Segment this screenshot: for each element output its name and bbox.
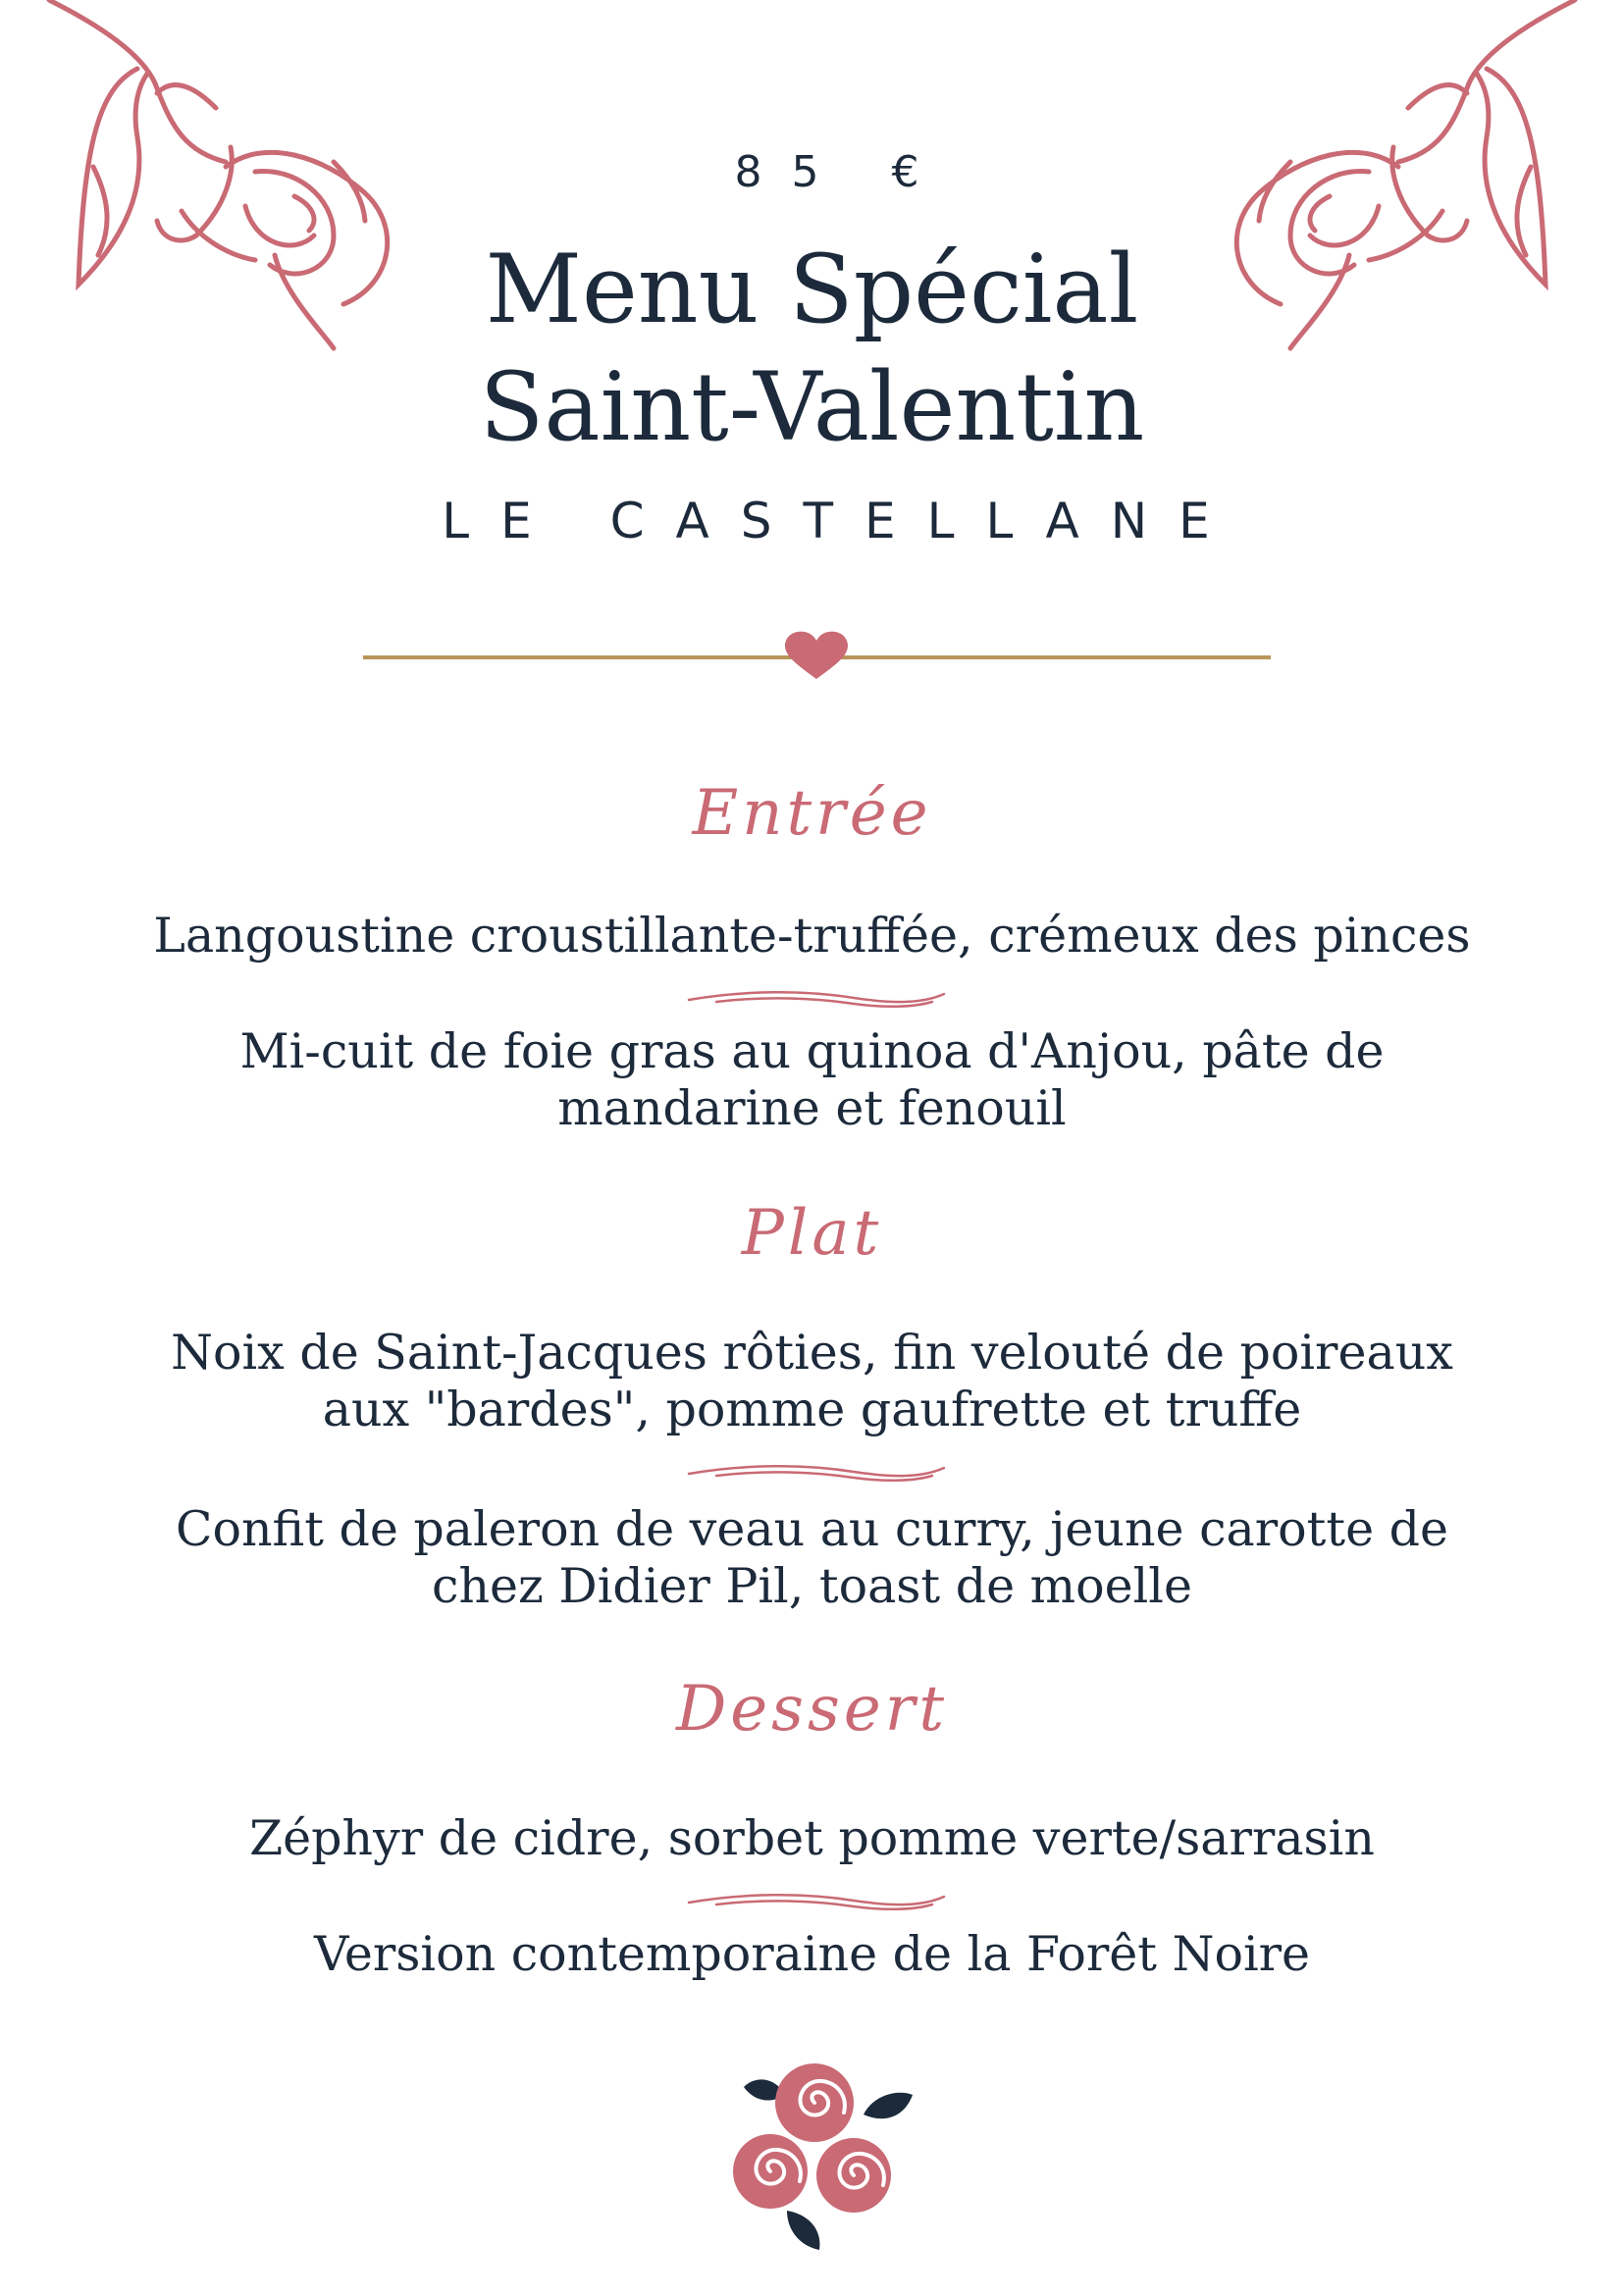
menu-title [0, 231, 1624, 466]
restaurant-name: LE CASTELLANE [442, 493, 1241, 549]
heart-divider [363, 628, 1271, 687]
menu-title-line1: Menu Spécial [485, 235, 1139, 344]
swash-divider-icon [687, 986, 947, 1016]
section-title-dessert: Dessert [675, 1673, 949, 1746]
section-title-plat: Plat [741, 1197, 883, 1270]
swash-divider-icon [687, 1889, 947, 1918]
rose-bouquet-icon [716, 2056, 922, 2252]
swash-divider-icon [687, 1460, 947, 1489]
dish-item: Mi-cuit de foie gras au quinoa d'Anjou, pâte de mandarine et fenouil [239, 1023, 1385, 1136]
section-title-entree: Entrée [692, 777, 932, 850]
dish-item: Confit de paleron de veau au curry, jeune carotte de chez Didier Pil, toast de moelle [175, 1501, 1449, 1614]
dish-item: Langoustine croustillante-truffée, crémeux des pinces [153, 908, 1471, 964]
dish-item: Zéphyr de cidre, sorbet pomme verte/sarrasin [249, 1810, 1375, 1866]
dish-item: Noix de Saint-Jacques rôties, fin velouté de poireaux aux "bardes", pomme gaufrette et truffe [171, 1325, 1453, 1437]
dish-item: Version contemporaine de la Forêt Noire [313, 1926, 1311, 1982]
menu-price: 85 € [734, 147, 949, 197]
menu-title-line2: Saint-Valentin [479, 352, 1145, 462]
heart-icon [785, 632, 848, 679]
